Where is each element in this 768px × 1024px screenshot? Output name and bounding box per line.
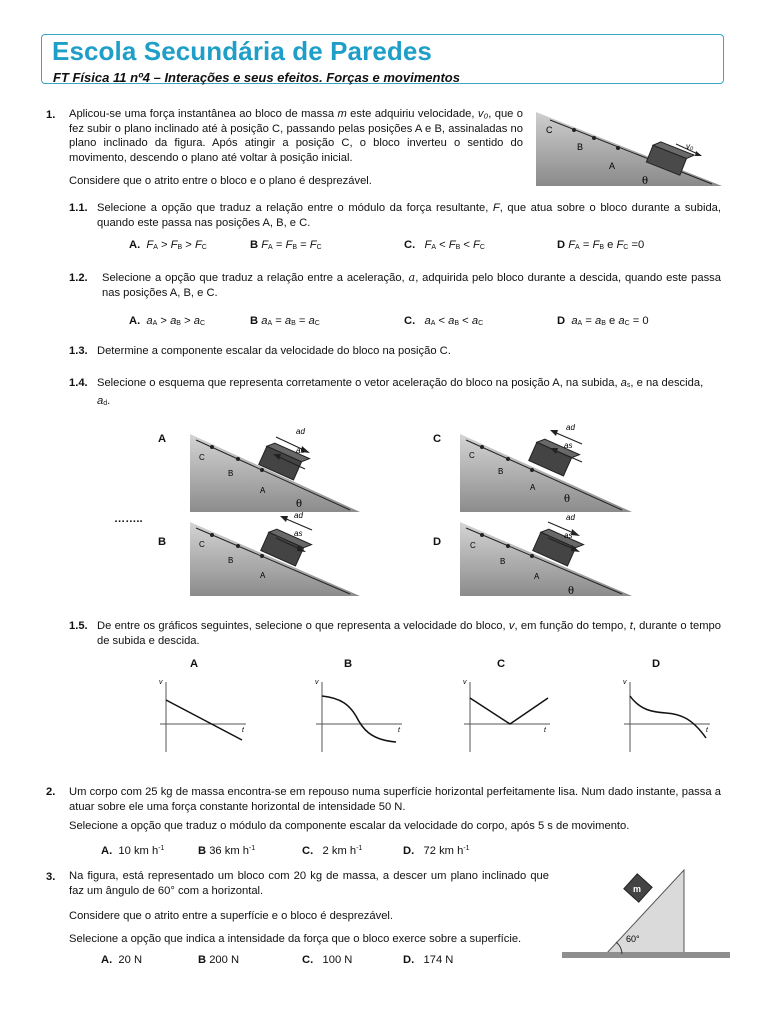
svg-text:C: C [199, 453, 205, 462]
q1-incline-figure [536, 108, 722, 188]
svg-text:B: B [228, 469, 234, 478]
q1-fig-theta: θ [642, 176, 649, 187]
q2-number: 2. [46, 786, 56, 798]
q2-option-b[interactable]: B 36 km $h^{-1}$ [198, 845, 256, 857]
q3-option-c[interactable]: C. 100 N [302, 954, 353, 966]
q1-2-option-c[interactable]: C. aA < aB < aC [404, 315, 484, 327]
svg-text:t: t [242, 727, 244, 734]
q1-4-text: Selecione o esquema que representa corretamente o vetor aceleração do bloco na posição A, na subida, as, e na descida, [97, 377, 704, 389]
svg-text:C: C [469, 451, 475, 460]
q1-5-graph-c-label[interactable]: C [497, 658, 506, 670]
q3-number: 3. [46, 871, 56, 883]
q1-5-graph-a[interactable] [156, 676, 248, 756]
q1-5-graph-c[interactable] [460, 676, 552, 756]
diag-a-label-as: as [296, 446, 305, 455]
q1-5-graph-d[interactable] [620, 676, 712, 756]
svg-text:as: as [564, 441, 573, 450]
svg-text:B: B [500, 557, 506, 566]
q1-5-number: 1.5. [69, 620, 88, 632]
q3-option-b[interactable]: B 200 N [198, 954, 240, 966]
q1-2-option-b[interactable]: B aA = aB = aC [250, 315, 320, 327]
q1-number: 1. [46, 109, 56, 121]
q1-4-option-b-label[interactable]: B [158, 536, 167, 548]
q3-fig-mass: m [633, 884, 642, 894]
q1-fig-v0: v₀ [686, 142, 694, 151]
q1-4-number: 1.4. [69, 377, 88, 389]
svg-text:v: v [315, 679, 319, 686]
svg-text:t: t [706, 727, 708, 734]
q3-incline-figure [562, 866, 730, 962]
svg-text:C: C [199, 540, 205, 549]
q1-1-number: 1.1. [69, 202, 88, 214]
q1-1-option-d[interactable]: D FA = FB e FC =0 [557, 239, 645, 251]
q1-4-option-a-label[interactable]: A [158, 433, 167, 445]
q2-prompt: Selecione a opção que traduz o módulo da componente escalar da velocidade do corpo, após 5 s de movimento. [69, 820, 630, 832]
q1-text: Aplicou-se uma força instantânea ao bloco de massa m este adquiriu velocidade, v₀, que o fez subir o plano inclinado até à posição C, passando pelas posições A e B, assinaladas no plano inclinado da figura. Após atingir a posição C, o bloco inverteu o sentido do movimento, descendo o plano até voltar à posição inicial. [69, 108, 524, 164]
q3-fig-angle: 60° [626, 934, 640, 944]
q1-5-graph-b[interactable] [312, 676, 404, 756]
svg-text:θ: θ [296, 499, 303, 510]
q3-prompt: Selecione a opção que indica a intensidade da força que o bloco exerce sobre a superfície. [69, 933, 522, 945]
q1-4-diagram-b[interactable] [190, 508, 360, 598]
svg-text:A: A [534, 572, 540, 581]
svg-text:t: t [544, 727, 546, 734]
q3-option-d[interactable]: D. 174 N [403, 954, 454, 966]
svg-text:C: C [470, 541, 476, 550]
q1-4-diagram-a[interactable] [190, 418, 360, 514]
q1-2-text: Selecione a opção que traduz a relação entre a aceleração, a, adquirida pelo bloco durante a descida, quando este passa nas posições A, B, e C. [102, 271, 721, 299]
q2-option-d[interactable]: D. 72 km $h^{-1}$ [403, 845, 470, 857]
svg-text:B: B [228, 556, 234, 565]
svg-text:v: v [623, 679, 627, 686]
q1-4-diagram-c[interactable] [460, 418, 632, 514]
q1-5-graph-b-label[interactable]: B [344, 658, 353, 670]
svg-text:θ: θ [564, 494, 571, 505]
q1-2-option-a[interactable]: A. aA > aB > aC [129, 315, 206, 327]
q1-3-text: Determine a componente escalar da velocidade do bloco na posição C. [97, 345, 451, 357]
q1-4-text-end: ad. [97, 395, 111, 407]
svg-text:v: v [463, 679, 467, 686]
q1-fig-label-b: B [577, 142, 584, 152]
q1-5-text: De entre os gráficos seguintes, selecione o que representa a velocidade do bloco, v, em função do tempo, t, durante o tempo de subida e descida. [97, 620, 721, 647]
q2-option-c[interactable]: C. 2 km $h^{-1}$ [302, 845, 363, 857]
q1-4-diagram-d[interactable] [460, 508, 632, 598]
q1-fig-label-c: C [546, 125, 553, 135]
q1-1-option-c[interactable]: C. FA < FB < FC [404, 239, 485, 251]
q1-3-number: 1.3. [69, 345, 88, 357]
svg-text:ad: ad [566, 423, 575, 432]
diag-a-label-ad: ad [296, 427, 305, 436]
q1-5-graph-d-label[interactable]: D [652, 658, 661, 670]
svg-text:A: A [260, 571, 266, 580]
q1-note: Considere que o atrito entre o bloco e o plano é desprezável. [69, 175, 372, 187]
q3-note: Considere que o atrito entre a superfície e o bloco é desprezável. [69, 910, 394, 922]
svg-text:as: as [564, 531, 573, 540]
svg-text:t: t [398, 727, 400, 734]
q1-5-graph-a-label[interactable]: A [190, 658, 199, 670]
q2-option-a[interactable]: A. 10 km $h^{-1}$ [101, 845, 165, 857]
q1-1-option-b[interactable]: B FA = FB = FC [250, 239, 322, 251]
svg-text:θ: θ [568, 586, 575, 597]
svg-text:B: B [498, 467, 504, 476]
q1-1-text: Selecione a opção que traduz a relação entre o módulo da força resultante, F, que atua sobre o bloco durante a subida, quando este passa nas posições A, B, e C. [97, 202, 722, 229]
svg-text:A: A [260, 486, 266, 495]
q2-text: Um corpo com 25 kg de massa encontra-se em repouso numa superfície horizontal perfeitamente lisa. Num dado instante, passa a atuar sobre ele uma força constante horizontal de intensidade 50 N. [69, 786, 721, 813]
svg-text:ad: ad [294, 511, 303, 520]
svg-text:A: A [530, 483, 536, 492]
q1-1-option-a[interactable]: A. FA > FB > FC [129, 239, 207, 251]
q3-text: Na figura, está representado um bloco com 20 kg de massa, a descer um plano inclinado que faz um ângulo de 60° com a horizontal. [69, 870, 549, 897]
q1-2-number: 1.2. [69, 272, 88, 284]
svg-text:as: as [294, 529, 303, 538]
q1-4-dots: …….. [114, 513, 143, 525]
school-title: Escola Secundária de Paredes [52, 36, 432, 66]
svg-text:ad: ad [566, 513, 575, 522]
q1-2-option-d[interactable]: D aA = aB e aC = 0 [557, 315, 649, 327]
q1-fig-label-a: A [609, 161, 616, 171]
worksheet-subtitle: FT Física 11 nº4 – Interações e seus efeitos. Forças e movimentos [53, 70, 460, 85]
svg-text:v: v [159, 679, 163, 686]
q1-4-option-d-label[interactable]: D [433, 536, 442, 548]
q1-4-option-c-label[interactable]: C [433, 433, 442, 445]
q3-option-a[interactable]: A. 20 N [101, 954, 143, 966]
